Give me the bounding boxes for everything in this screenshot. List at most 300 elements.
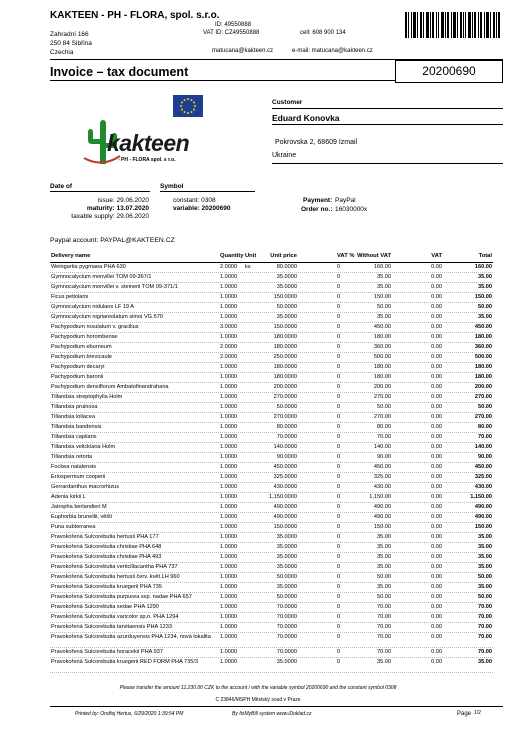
- cell-vat: 0.00: [431, 574, 442, 580]
- cell-qty: 1.0000: [220, 584, 238, 590]
- cell-price: 50.0000: [276, 304, 297, 310]
- cell-wvat: 70.00: [377, 614, 391, 620]
- cell-total: 35.00: [478, 554, 492, 560]
- cell-vat: 0.00: [431, 649, 442, 655]
- cell-vatp: 0: [337, 554, 341, 560]
- invoice-number: 20200690: [395, 60, 503, 83]
- company-cell: cell: 608 900 134: [300, 30, 346, 36]
- cell-total: 50.00: [478, 594, 492, 600]
- cell-total: 180.00: [474, 334, 492, 340]
- cell-vat: 0.00: [431, 384, 442, 390]
- table-row: [50, 648, 493, 658]
- cell-total: 35.00: [478, 284, 492, 290]
- customer-address: Pokrovska 2, 68609 Izmail: [275, 139, 358, 146]
- cell-vat: 0.00: [431, 484, 442, 490]
- cell-qty: 1.0000: [220, 314, 238, 320]
- table-row: [50, 453, 493, 463]
- company-email: e-mail: matucana@kakteen.cz: [292, 48, 373, 54]
- cell-price: 1,150.0000: [269, 494, 297, 500]
- table-row: [50, 553, 493, 563]
- cell-vat: 0.00: [431, 324, 442, 330]
- table-row: [50, 283, 493, 293]
- company-vat-id: VAT ID: CZ49550888: [203, 30, 260, 36]
- cell-wvat: 70.00: [377, 649, 391, 655]
- cell-qty: 1.0000: [220, 574, 238, 580]
- cell-price: 150.0000: [273, 524, 297, 530]
- cell-qty: 1.0000: [220, 294, 238, 300]
- customer-heading: Customer: [272, 99, 303, 106]
- cell-vat: 0.00: [431, 624, 442, 630]
- cell-qty: 1.0000: [220, 624, 238, 630]
- cell-name: Pravokořená Sulcorebutia kruegerii PHA 735: [51, 584, 163, 590]
- invoice-title: Invoice – tax document: [50, 65, 189, 79]
- cell-total: 430.00: [474, 484, 492, 490]
- cell-name: Pravokořená Sulcorebutia azurduyensis PHA 1234, nová lokalita: [51, 634, 211, 640]
- cell-qty: 1.0000: [220, 404, 238, 410]
- cell-qty: 2.0000: [220, 264, 238, 270]
- cell-wvat: 35.00: [377, 564, 391, 570]
- table-row: [50, 303, 493, 313]
- table-row: [50, 658, 493, 673]
- cell-total: 70.00: [478, 434, 492, 440]
- cell-price: 35.0000: [276, 284, 297, 290]
- cell-qty: 1.0000: [220, 614, 238, 620]
- table-row: [50, 583, 493, 593]
- cell-wvat: 70.00: [377, 434, 391, 440]
- cell-wvat: 50.00: [377, 574, 391, 580]
- cell-total: 70.00: [478, 649, 492, 655]
- cell-name: Euphorbia brunellii, větší: [51, 514, 113, 520]
- cell-price: 70.0000: [276, 624, 297, 630]
- cell-vatp: 0: [337, 574, 341, 580]
- cell-qty: 1.0000: [220, 334, 238, 340]
- cell-name: Gymnocalycium nidulans LF 19 A: [51, 304, 135, 310]
- cell-name: Tillandsia capilaris: [51, 434, 97, 440]
- cell-vatp: 0: [337, 514, 341, 520]
- table-row: [50, 533, 493, 543]
- cell-wvat: 35.00: [377, 534, 391, 540]
- cell-price: 90.0000: [276, 454, 297, 460]
- header-unit: Unit: [245, 253, 257, 259]
- cell-price: 35.0000: [276, 274, 297, 280]
- cell-vatp: 0: [337, 364, 341, 370]
- cell-wvat: 35.00: [377, 274, 391, 280]
- constant-symbol: constant: 0308: [173, 197, 216, 204]
- cell-price: 80.0000: [276, 264, 297, 270]
- cell-vat: 0.00: [431, 504, 442, 510]
- cell-wvat: 35.00: [377, 544, 391, 550]
- cell-price: 150.0000: [273, 294, 297, 300]
- cell-name: Pravokořená Sulcorebutia purpurea ssp. nadae PHA 657: [51, 594, 192, 600]
- cell-vatp: 0: [337, 384, 341, 390]
- table-row: [50, 473, 493, 483]
- cell-qty: 1.0000: [220, 384, 238, 390]
- cell-wvat: 1,150.00: [369, 494, 391, 500]
- cell-wvat: 140.00: [373, 444, 391, 450]
- cell-total: 35.00: [478, 659, 492, 665]
- header-total: Total: [478, 253, 492, 259]
- cell-price: 50.0000: [276, 404, 297, 410]
- cell-name: Tillandsia bandensis: [51, 424, 102, 430]
- table-header: [50, 252, 493, 263]
- cell-price: 50.0000: [276, 594, 297, 600]
- barcode-image: [405, 12, 500, 38]
- cell-qty: 1.0000: [220, 364, 238, 370]
- cell-price: 35.0000: [276, 314, 297, 320]
- cell-total: 490.00: [474, 514, 492, 520]
- cell-wvat: 50.00: [377, 304, 391, 310]
- cell-wvat: 490.00: [373, 504, 391, 510]
- cell-vat: 0.00: [431, 274, 442, 280]
- cell-vatp: 0: [337, 504, 341, 510]
- cell-vatp: 0: [337, 294, 341, 300]
- cell-qty: 2.0000: [220, 344, 238, 350]
- cell-qty: 1.0000: [220, 604, 238, 610]
- cell-name: Ficus petiolaris: [51, 294, 89, 300]
- cell-vat: 0.00: [431, 524, 442, 530]
- cell-vat: 0.00: [431, 314, 442, 320]
- cell-name: Weingartia pygmaea PHA 630: [51, 264, 126, 270]
- cell-vatp: 0: [337, 649, 341, 655]
- header-vat-percent: VAT %: [337, 253, 355, 259]
- cell-vat: 0.00: [431, 464, 442, 470]
- cell-name: Pachypodium eburneum: [51, 344, 112, 350]
- cell-vatp: 0: [337, 534, 341, 540]
- cell-total: 1,150.00: [470, 494, 492, 500]
- cell-price: 450.0000: [273, 464, 297, 470]
- cell-total: 490.00: [474, 504, 492, 510]
- cell-total: 150.00: [474, 294, 492, 300]
- cell-qty: 1.0000: [220, 414, 238, 420]
- cell-qty: 1.0000: [220, 504, 238, 510]
- cell-vatp: 0: [337, 264, 341, 270]
- cell-total: 270.00: [474, 394, 492, 400]
- cell-vat: 0.00: [431, 544, 442, 550]
- table-row: [50, 463, 493, 473]
- cell-vatp: 0: [337, 524, 341, 530]
- table-row: [50, 603, 493, 613]
- cell-name: Pravokořená Sulcorebutia sedae PHA 1290: [51, 604, 159, 610]
- cell-vatp: 0: [337, 304, 341, 310]
- cell-name: Pachypodium brevicaule: [51, 354, 112, 360]
- table-row: [50, 333, 493, 343]
- cell-vatp: 0: [337, 634, 341, 640]
- cell-name: Pravokořená Sulcorebutia verticillacantha PHA 737: [51, 564, 178, 570]
- table-row: [50, 383, 493, 393]
- cell-price: 325.0000: [273, 474, 297, 480]
- cell-vat: 0.00: [431, 304, 442, 310]
- cell-qty: 1.0000: [220, 564, 238, 570]
- cell-vat: 0.00: [431, 404, 442, 410]
- cell-price: 35.0000: [276, 544, 297, 550]
- cell-wvat: 270.00: [373, 414, 391, 420]
- cell-vatp: 0: [337, 324, 341, 330]
- cell-vat: 0.00: [431, 344, 442, 350]
- cell-price: 250.0000: [273, 354, 297, 360]
- cell-qty: 1.0000: [220, 554, 238, 560]
- cell-qty: 3.0000: [220, 324, 238, 330]
- cell-wvat: 450.00: [373, 464, 391, 470]
- symbol-heading: Symbol: [160, 183, 184, 190]
- cell-name: Pravokořená Sulcorebutia hertusii červ. květ.LH 960: [51, 574, 180, 580]
- table-row: [50, 403, 493, 413]
- cell-wvat: 430.00: [373, 484, 391, 490]
- cell-wvat: 270.00: [373, 394, 391, 400]
- cell-price: 430.0000: [273, 484, 297, 490]
- header-without-vat: Without VAT: [357, 253, 391, 259]
- cell-qty: 1.0000: [220, 374, 238, 380]
- cell-price: 70.0000: [276, 604, 297, 610]
- cell-vat: 0.00: [431, 444, 442, 450]
- cell-total: 450.00: [474, 464, 492, 470]
- cell-vat: 0.00: [431, 294, 442, 300]
- logo-text: kakteen: [107, 130, 190, 156]
- cell-price: 150.0000: [273, 324, 297, 330]
- cell-total: 140.00: [474, 444, 492, 450]
- cell-qty: 1.0000: [220, 659, 238, 665]
- variable-symbol: variable: 20200690: [173, 205, 231, 212]
- table-row: [50, 433, 493, 443]
- header-name: Delivery name: [51, 253, 91, 259]
- cell-vat: 0.00: [431, 534, 442, 540]
- cell-price: 50.0000: [276, 574, 297, 580]
- cell-vat: 0.00: [431, 374, 442, 380]
- header-price: Unit price: [270, 253, 297, 259]
- cell-vatp: 0: [337, 424, 341, 430]
- cell-total: 35.00: [478, 314, 492, 320]
- registry-note: C 23846/MSPH Městský soud v Praze: [215, 697, 301, 703]
- payment-label: Payment:: [303, 197, 333, 204]
- cell-price: 35.0000: [276, 659, 297, 665]
- cell-vatp: 0: [337, 584, 341, 590]
- table-row: [50, 503, 493, 513]
- cell-price: 35.0000: [276, 534, 297, 540]
- cell-price: 180.0000: [273, 334, 297, 340]
- cell-vatp: 0: [337, 474, 341, 480]
- cell-vatp: 0: [337, 374, 341, 380]
- cell-name: Adenia kirkii L: [51, 494, 86, 500]
- cell-vatp: 0: [337, 659, 341, 665]
- cell-wvat: 35.00: [377, 584, 391, 590]
- cell-price: 80.0000: [276, 424, 297, 430]
- cell-qty: 1.0000: [220, 494, 238, 500]
- cell-name: Gymnocalycium monvillei TOM 09-367/1: [51, 274, 152, 280]
- cell-name: Gerrardanthus macrorhizus: [51, 484, 120, 490]
- issue-date: issue: 29.06.2020: [97, 197, 149, 204]
- cell-name: Tillandsia velickiana Holm: [51, 444, 116, 450]
- cell-total: 180.00: [474, 364, 492, 370]
- cell-vatp: 0: [337, 484, 341, 490]
- cell-name: Pravokořená Sulcorebutia hertusii PHA 177: [51, 534, 159, 540]
- cell-total: 325.00: [474, 474, 492, 480]
- table-row: [50, 573, 493, 583]
- table-row: [50, 483, 493, 493]
- cell-vatp: 0: [337, 314, 341, 320]
- cell-qty: 1.0000: [220, 434, 238, 440]
- paypal-account: Paypal account: PAYPAL@KAKTEEN.CZ: [50, 237, 175, 244]
- cell-total: 90.00: [478, 454, 492, 460]
- cell-wvat: 35.00: [377, 284, 391, 290]
- table-row: [50, 343, 493, 353]
- cell-qty: 1.0000: [220, 394, 238, 400]
- cell-name: Tillandsia retorta: [51, 454, 93, 460]
- table-row: [50, 413, 493, 423]
- cell-total: 35.00: [478, 564, 492, 570]
- cell-wvat: 90.00: [377, 454, 391, 460]
- cell-vat: 0.00: [431, 514, 442, 520]
- cell-vatp: 0: [337, 354, 341, 360]
- cell-vat: 0.00: [431, 554, 442, 560]
- cell-wvat: 180.00: [373, 374, 391, 380]
- cell-vatp: 0: [337, 344, 341, 350]
- cell-vat: 0.00: [431, 364, 442, 370]
- cell-price: 200.0000: [273, 384, 297, 390]
- cell-name: Tillandsia loliacea: [51, 414, 95, 420]
- cell-total: 70.00: [478, 624, 492, 630]
- cell-name: Pachypodium decaryi: [51, 364, 105, 370]
- cell-total: 150.00: [474, 524, 492, 530]
- printed-by: Printed by: Ondřej Hertus, 6/29/2020 1:39:54 PM: [75, 711, 184, 717]
- date-heading: Date of: [50, 183, 73, 190]
- cell-vatp: 0: [337, 564, 341, 570]
- cell-vatp: 0: [337, 284, 341, 290]
- cell-wvat: 490.00: [373, 514, 391, 520]
- page-label: Page: [457, 711, 472, 717]
- cell-vat: 0.00: [431, 564, 442, 570]
- cell-vatp: 0: [337, 274, 341, 280]
- page-number: 1/2: [474, 710, 481, 716]
- cell-vat: 0.00: [431, 634, 442, 640]
- cell-qty: 1.0000: [220, 454, 238, 460]
- table-row: [50, 373, 493, 383]
- table-row: [50, 633, 493, 648]
- cell-vatp: 0: [337, 414, 341, 420]
- order-value: 16030000x: [335, 206, 368, 213]
- cell-vat: 0.00: [431, 604, 442, 610]
- cell-wvat: 180.00: [373, 364, 391, 370]
- cell-qty: 1.0000: [220, 484, 238, 490]
- cell-qty: 1.0000: [220, 444, 238, 450]
- cell-price: 35.0000: [276, 564, 297, 570]
- cell-price: 70.0000: [276, 614, 297, 620]
- cell-total: 200.00: [474, 384, 492, 390]
- cell-total: 50.00: [478, 304, 492, 310]
- table-row: [50, 443, 493, 453]
- cell-vat: 0.00: [431, 494, 442, 500]
- cell-vatp: 0: [337, 454, 341, 460]
- cell-price: 35.0000: [276, 584, 297, 590]
- cell-vat: 0.00: [431, 414, 442, 420]
- cell-wvat: 150.00: [373, 294, 391, 300]
- cell-price: 70.0000: [276, 649, 297, 655]
- cell-qty: 1.0000: [220, 304, 238, 310]
- cell-name: Pachypodium densiflorum Ambatofinandrahana: [51, 384, 169, 390]
- table-row: [50, 353, 493, 363]
- cell-qty: 1.0000: [220, 544, 238, 550]
- cell-vatp: 0: [337, 604, 341, 610]
- taxable-date: taxable supply: 29.06.2020: [71, 213, 149, 220]
- table-row: [50, 563, 493, 573]
- cell-vat: 0.00: [431, 264, 442, 270]
- transfer-note: Please transfer the amount 11,230.00 CZK to the account / with the variable symbol 20200690 and the constant symbol 0308: [119, 685, 397, 691]
- cell-name: Jatropha berlandieri M: [51, 504, 107, 510]
- cell-vatp: 0: [337, 334, 341, 340]
- cell-qty: 1.0000: [220, 284, 238, 290]
- company-city: 250 84 Sibřina: [50, 40, 92, 47]
- table-row: [50, 623, 493, 633]
- cell-vat: 0.00: [431, 454, 442, 460]
- maturity-date: maturity: 13.07.2020: [86, 205, 149, 212]
- cell-price: 180.0000: [273, 374, 297, 380]
- cell-price: 70.0000: [276, 434, 297, 440]
- cell-qty: 1.0000: [220, 524, 238, 530]
- cell-name: Pravokořená Sulcorebutia varicolor sp.n. PHA 1294: [51, 614, 179, 620]
- cell-name: Fockea natalensis: [51, 464, 97, 470]
- cell-wvat: 180.00: [373, 334, 391, 340]
- cell-wvat: 50.00: [377, 594, 391, 600]
- cell-name: Gymnocalycium nigriareolatum simoi VG 570: [51, 314, 163, 320]
- items-table: [50, 252, 493, 673]
- cell-total: 35.00: [478, 534, 492, 540]
- cell-vatp: 0: [337, 614, 341, 620]
- cell-total: 360.00: [474, 344, 492, 350]
- cell-total: 270.00: [474, 414, 492, 420]
- cell-vat: 0.00: [431, 474, 442, 480]
- cell-name: Tillandsia streptophylla Holm: [51, 394, 123, 400]
- cell-price: 490.0000: [273, 504, 297, 510]
- order-label: Order no.:: [301, 206, 333, 213]
- cell-wvat: 200.00: [373, 384, 391, 390]
- cell-name: Pravokořená Sulcorebutia christiae PHA 493: [51, 554, 162, 560]
- cell-wvat: 70.00: [377, 634, 391, 640]
- cell-wvat: 35.00: [377, 314, 391, 320]
- cell-wvat: 50.00: [377, 404, 391, 410]
- table-row: [50, 593, 493, 603]
- cell-unit: ks: [245, 264, 251, 270]
- cell-wvat: 160.00: [373, 264, 391, 270]
- cell-total: 35.00: [478, 584, 492, 590]
- cell-vatp: 0: [337, 394, 341, 400]
- table-row: [50, 273, 493, 283]
- cell-qty: 1.0000: [220, 474, 238, 480]
- cell-qty: 2.0000: [220, 354, 238, 360]
- cell-price: 270.0000: [273, 414, 297, 420]
- cell-total: 450.00: [474, 324, 492, 330]
- cell-vat: 0.00: [431, 354, 442, 360]
- table-row: [50, 613, 493, 623]
- cell-vat: 0.00: [431, 334, 442, 340]
- header-qty: Quantity: [220, 253, 244, 259]
- cell-qty: 1.0000: [220, 634, 238, 640]
- cell-total: 35.00: [478, 544, 492, 550]
- cell-total: 80.00: [478, 424, 492, 430]
- cell-total: 160.00: [474, 264, 492, 270]
- cell-wvat: 360.00: [373, 344, 391, 350]
- header-vat: VAT: [431, 253, 442, 259]
- cell-price: 270.0000: [273, 394, 297, 400]
- system-note: By ItsMyBill system www.iDoklad.cz: [232, 711, 312, 717]
- table-row: [50, 543, 493, 553]
- eu-flag-icon: [173, 95, 203, 117]
- cell-total: 500.00: [474, 354, 492, 360]
- table-row: [50, 363, 493, 373]
- cell-vat: 0.00: [431, 394, 442, 400]
- cell-qty: 1.0000: [220, 594, 238, 600]
- cell-name: Pravokořená Sulcorebutia horacekii PHA 937: [51, 649, 163, 655]
- cell-total: 70.00: [478, 634, 492, 640]
- cell-vat: 0.00: [431, 614, 442, 620]
- cell-wvat: 35.00: [377, 554, 391, 560]
